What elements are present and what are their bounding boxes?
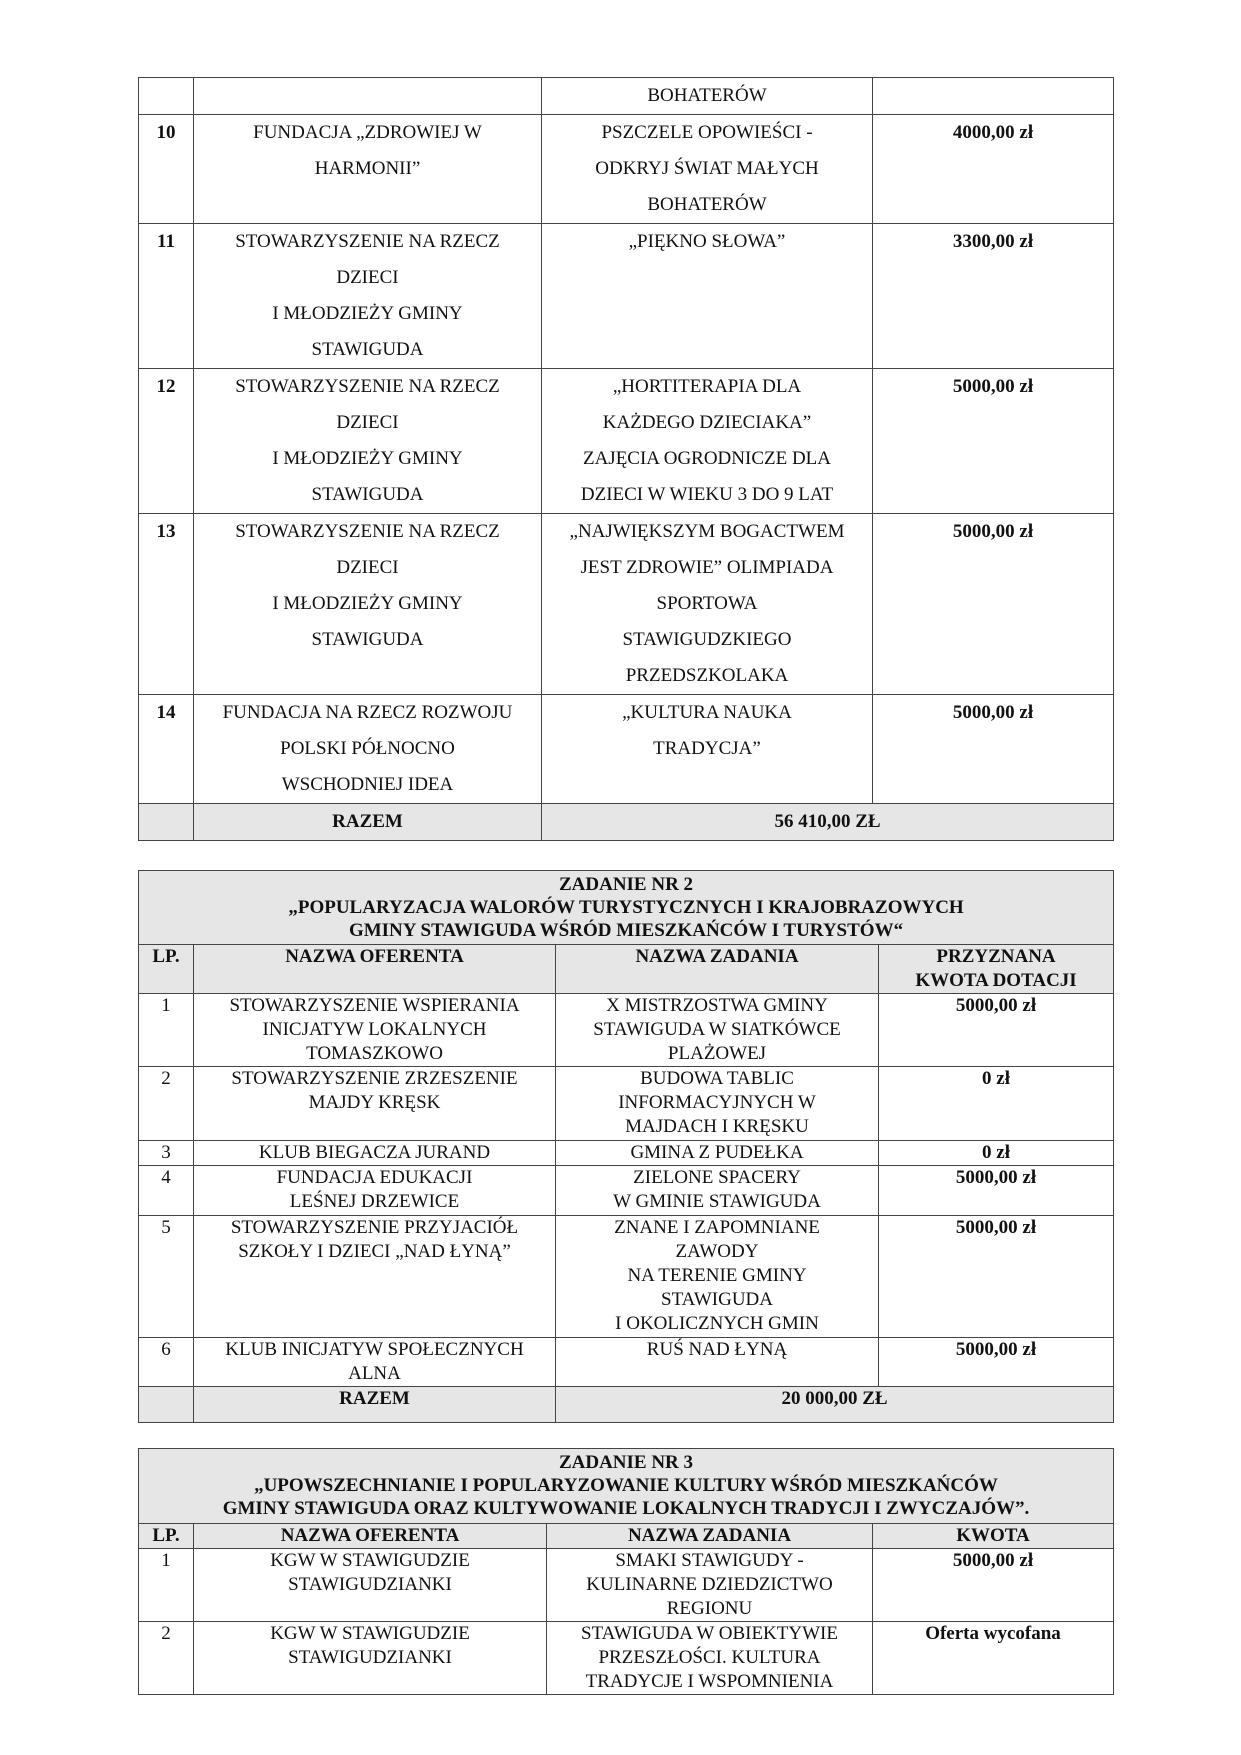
total-label: RAZEM (194, 804, 542, 841)
table-row (139, 514, 1114, 695)
task-name: „NAJWIĘKSZYM BOGACTWEM JEST ZDROWIE” OLIMPIADA SPORTOWA STAWIGUDZKIEGO PRZEDSZKOLAKA (542, 514, 873, 695)
applicant-name: FUNDACJA EDUKACJI LEŚNEJ DRZEWICE (194, 1166, 556, 1216)
total-label: RAZEM (194, 1387, 556, 1423)
column-header: PRZYZNANA KWOTA DOTACJI (879, 945, 1114, 994)
table-row (139, 1166, 1114, 1216)
grant-amount: 0 zł (879, 1141, 1114, 1166)
task-name: „HORTITERAPIA DLA KAŻDEGO DZIECIAKA” ZAJĘCIA OGRODNICZE DLA DZIECI W WIEKU 3 DO 9 LAT (542, 369, 873, 514)
grant-amount: 5000,00 zł (873, 1549, 1114, 1622)
row-number: 5 (139, 1216, 194, 1338)
grant-amount: 0 zł (879, 1067, 1114, 1141)
row-number: 2 (139, 1067, 194, 1141)
total-empty (139, 804, 194, 841)
grant-amount: 5000,00 zł (879, 1216, 1114, 1338)
applicant-name: FUNDACJA „ZDROWIEJ W HARMONII” (194, 115, 542, 224)
grants-table-task1-continued (138, 77, 1114, 841)
column-header: KWOTA (873, 1524, 1114, 1549)
task-name: „KULTURA NAUKA TRADYCJA” (542, 695, 873, 804)
task-name: ZNANE I ZAPOMNIANE ZAWODY NA TERENIE GMINY STAWIGUDA I OKOLICZNYCH GMIN (556, 1216, 879, 1338)
task-title: ZADANIE NR 3 „UPOWSZECHNIANIE I POPULARYZOWANIE KULTURY WŚRÓD MIESZKAŃCÓW GMINY STAWIGUDA ORAZ KULTYWOWANIE LOKALNYCH TRADYCJI I ZWYCZAJÓW”. (139, 1449, 1114, 1524)
table-row (139, 1216, 1114, 1338)
applicant-name: FUNDACJA NA RZECZ ROZWOJU POLSKI PÓŁNOCNO WSCHODNIEJ IDEA (194, 695, 542, 804)
grants-table-task2 (138, 870, 1114, 1423)
t1-body (139, 78, 1114, 841)
task-name: STAWIGUDA W OBIEKTYWIE PRZESZŁOŚCI. KULTURA TRADYCJE I WSPOMNIENIA (547, 1622, 873, 1695)
table-row (139, 224, 1114, 369)
row-number: 10 (139, 115, 194, 224)
applicant-name: STOWARZYSZENIE NA RZECZ DZIECI I MŁODZIEŻY GMINY STAWIGUDA (194, 224, 542, 369)
table-row (139, 369, 1114, 514)
applicant-name: STOWARZYSZENIE WSPIERANIA INICJATYW LOKALNYCH TOMASZKOWO (194, 994, 556, 1067)
row-number: 13 (139, 514, 194, 695)
row-number: 14 (139, 695, 194, 804)
grant-amount (873, 78, 1114, 115)
task-name: BUDOWA TABLIC INFORMACYJNYCH W MAJDACH I KRĘSKU (556, 1067, 879, 1141)
grant-amount: 5000,00 zł (879, 1166, 1114, 1216)
applicant-name: STOWARZYSZENIE NA RZECZ DZIECI I MŁODZIEŻY GMINY STAWIGUDA (194, 369, 542, 514)
t2-body (139, 871, 1114, 1423)
row-number: 3 (139, 1141, 194, 1166)
applicant-name: KLUB INICJATYW SPOŁECZNYCH ALNA (194, 1338, 556, 1387)
table-row (139, 115, 1114, 224)
applicant-name: KGW W STAWIGUDZIE STAWIGUDZIANKI (194, 1622, 547, 1695)
row-number: 6 (139, 1338, 194, 1387)
total-amount: 20 000,00 ZŁ (556, 1387, 1114, 1423)
table-row (139, 1141, 1114, 1166)
column-header: NAZWA OFERENTA (194, 1524, 547, 1549)
row-number: 1 (139, 1549, 194, 1622)
applicant-name: STOWARZYSZENIE ZRZESZENIE MAJDY KRĘSK (194, 1067, 556, 1141)
task-name: PSZCZELE OPOWIEŚCI - ODKRYJ ŚWIAT MAŁYCH BOHATERÓW (542, 115, 873, 224)
grant-amount: 4000,00 zł (873, 115, 1114, 224)
task-name: SMAKI STAWIGUDY - KULINARNE DZIEDZICTWO REGIONU (547, 1549, 873, 1622)
grant-amount: Oferta wycofana (873, 1622, 1114, 1695)
task-title-row (139, 871, 1114, 945)
column-header-row (139, 945, 1114, 994)
row-number: 2 (139, 1622, 194, 1695)
table-row (139, 78, 1114, 115)
column-header: NAZWA ZADANIA (556, 945, 879, 994)
task-title-row (139, 1449, 1114, 1524)
grant-amount: 5000,00 zł (879, 994, 1114, 1067)
row-number: 1 (139, 994, 194, 1067)
table-row (139, 1338, 1114, 1387)
total-row (139, 804, 1114, 841)
task-name: RUŚ NAD ŁYNĄ (556, 1338, 879, 1387)
row-number: 11 (139, 224, 194, 369)
task-name: BOHATERÓW (542, 78, 873, 115)
column-header: LP. (139, 1524, 194, 1549)
table-row (139, 1622, 1114, 1695)
column-header: NAZWA ZADANIA (547, 1524, 873, 1549)
total-empty (139, 1387, 194, 1423)
total-row (139, 1387, 1114, 1423)
column-header: NAZWA OFERENTA (194, 945, 556, 994)
task-name: X MISTRZOSTWA GMINY STAWIGUDA W SIATKÓWCE PLAŻOWEJ (556, 994, 879, 1067)
task-name: ZIELONE SPACERY W GMINIE STAWIGUDA (556, 1166, 879, 1216)
grants-table-task3 (138, 1448, 1114, 1695)
grant-amount: 5000,00 zł (873, 369, 1114, 514)
row-number: 4 (139, 1166, 194, 1216)
applicant-name (194, 78, 542, 115)
table-row (139, 994, 1114, 1067)
total-amount: 56 410,00 ZŁ (542, 804, 1114, 841)
grant-amount: 5000,00 zł (873, 514, 1114, 695)
applicant-name: KLUB BIEGACZA JURAND (194, 1141, 556, 1166)
table-row (139, 1067, 1114, 1141)
t3-body (139, 1449, 1114, 1695)
task-name: „PIĘKNO SŁOWA” (542, 224, 873, 369)
task-title: ZADANIE NR 2 „POPULARYZACJA WALORÓW TURYSTYCZNYCH I KRAJOBRAZOWYCH GMINY STAWIGUDA WŚRÓD MIESZKAŃCÓW I TURYSTÓW“ (139, 871, 1114, 945)
row-number (139, 78, 194, 115)
grant-amount: 3300,00 zł (873, 224, 1114, 369)
table-row (139, 695, 1114, 804)
applicant-name: STOWARZYSZENIE NA RZECZ DZIECI I MŁODZIEŻY GMINY STAWIGUDA (194, 514, 542, 695)
column-header-row (139, 1524, 1114, 1549)
applicant-name: STOWARZYSZENIE PRZYJACIÓŁ SZKOŁY I DZIECI „NAD ŁYNĄ” (194, 1216, 556, 1338)
task-name: GMINA Z PUDEŁKA (556, 1141, 879, 1166)
grant-amount: 5000,00 zł (879, 1338, 1114, 1387)
grant-amount: 5000,00 zł (873, 695, 1114, 804)
row-number: 12 (139, 369, 194, 514)
applicant-name: KGW W STAWIGUDZIE STAWIGUDZIANKI (194, 1549, 547, 1622)
column-header: LP. (139, 945, 194, 994)
table-row (139, 1549, 1114, 1622)
